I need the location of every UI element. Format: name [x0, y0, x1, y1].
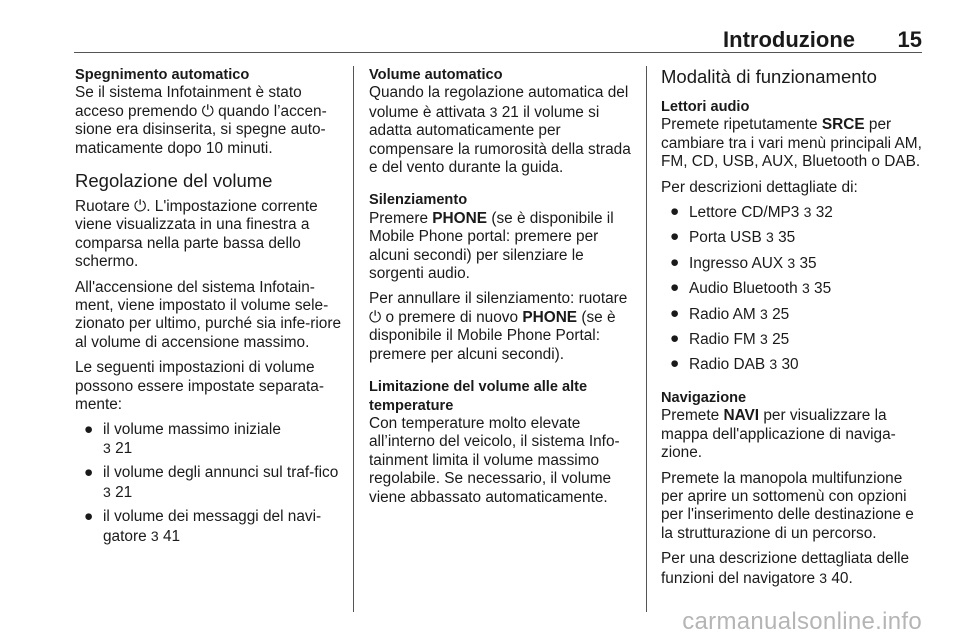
- page-ref-icon: 3: [760, 331, 768, 348]
- paragraph: Se il sistema Infotainment è stato acceso premendo ⏻ quando l’accen-sione era disinserita, si spegne auto-maticamente dopo 10 minuti.: [75, 84, 327, 157]
- text: Quando la regolazione automatica del volume è attivata: [369, 84, 629, 121]
- column-divider-2: [646, 66, 647, 612]
- bullet: ●: [670, 355, 680, 373]
- paragraph: Le seguenti impostazioni di volume possono essere impostate separata-mente:: [75, 359, 324, 414]
- bullet: ●: [670, 330, 680, 348]
- page-ref-number: 21: [501, 103, 519, 121]
- paragraph: [661, 550, 926, 588]
- paragraph: Ruotare ⏻. L'impostazione corrente viene visualizzata in una finestra a comparsa nella parte bassa dello schermo.: [75, 198, 318, 271]
- page-ref-number: 25: [772, 331, 790, 349]
- paragraph: [661, 116, 926, 171]
- heading-spegnimento: Spegnimento automatico: [75, 67, 250, 83]
- heading-regolazione-volume: Regolazione del volume: [75, 170, 273, 192]
- bullet: ●: [670, 279, 680, 297]
- page-ref-icon: 3: [760, 305, 768, 322]
- page-ref-number: 21: [115, 439, 133, 457]
- watermark: carmanualsonline.info: [682, 608, 922, 635]
- bullet: ●: [84, 508, 94, 526]
- header-rule: [74, 52, 922, 53]
- page-ref-icon: 3: [489, 103, 498, 120]
- list-item-text: Lettore CD/MP3: [689, 204, 800, 222]
- page-ref-number: 40.: [831, 569, 853, 587]
- page-ref-icon: 3: [801, 280, 810, 297]
- text: per visualizzare la mappa dell'applicazione di naviga-zione.: [661, 407, 896, 462]
- page-number: 15: [897, 27, 922, 52]
- page-ref-icon: 3: [103, 483, 111, 500]
- list-item-text: il volume dei messaggi del navi-gatore: [103, 508, 322, 545]
- phone-key-label: PHONE: [432, 209, 488, 227]
- navi-key-label: NAVI: [723, 407, 760, 425]
- page-ref-icon: 3: [769, 356, 778, 373]
- page-ref-number: 21: [115, 483, 133, 501]
- paragraph: [369, 84, 637, 177]
- bullet: ●: [670, 228, 680, 246]
- list-item-text: Radio DAB: [689, 356, 766, 374]
- list-item-text: Radio FM: [689, 331, 756, 349]
- list-item-text: il volume degli annunci sul traf-fico: [103, 464, 339, 482]
- list-item: [661, 355, 926, 374]
- page-ref-number: 41: [163, 527, 181, 545]
- heading-silenziamento: Silenziamento: [369, 192, 468, 209]
- column-divider-1: [353, 66, 354, 612]
- list-item: [661, 305, 926, 324]
- list-item: [661, 203, 926, 222]
- bullet: ●: [670, 203, 680, 221]
- text: Per annullare il silenziamento: ruotare ⏻ o premere di nuovo: [369, 290, 628, 326]
- list-item: [661, 228, 926, 247]
- page-ref-icon: 3: [103, 439, 111, 456]
- list-item-text: Porta USB: [689, 229, 762, 247]
- paragraph: All'accensione del sistema Infotain-ment, viene impostato il volume sele-zionato per ultimo, purché sia infe-riore al volume di accensione massimo.: [75, 278, 342, 351]
- page-ref-number: 30: [781, 356, 799, 374]
- text: Premete ripetutamente: [661, 116, 818, 134]
- paragraph: Con temperature molto elevate all’interno del veicolo, il sistema Info-tainment limita il volume massimo regolabile. Se necessario, il volume viene abbassato automaticamente.: [369, 414, 620, 506]
- list-item-text: Audio Bluetooth: [689, 280, 798, 298]
- paragraph: [369, 290, 637, 364]
- text: Premete: [661, 407, 720, 425]
- page-ref-number: 35: [778, 229, 796, 247]
- column-1: [75, 66, 345, 552]
- text: Premere: [369, 209, 429, 227]
- text: (se è disponibile il Mobile Phone portal: premere per alcuni secondi) per silenziare le sorgenti audio.: [369, 209, 614, 283]
- text: il volume si adatta automaticamente per compensare la rumorosità della strada e del vento durante la guida.: [369, 103, 631, 177]
- paragraph: [369, 210, 637, 284]
- page-ref-icon: 3: [150, 527, 159, 544]
- page-title: Introduzione: [723, 27, 855, 52]
- audio-sources-list: [661, 203, 926, 375]
- heading-navigazione: Navigazione: [661, 389, 747, 406]
- page-ref-number: 25: [772, 305, 790, 323]
- list-item-text: Radio AM: [689, 305, 756, 323]
- heading-modalita-funzionamento: Modalità di funzionamento: [661, 66, 877, 87]
- srce-key-label: SRCE: [821, 116, 865, 134]
- heading-volume-automatico: Volume automatico: [369, 67, 503, 83]
- bullet: ●: [84, 464, 94, 482]
- list-item: [661, 330, 926, 349]
- page-ref-icon: 3: [766, 229, 774, 246]
- page-ref-number: 35: [814, 280, 832, 298]
- page-ref-icon: 3: [803, 204, 812, 221]
- list-item: [75, 508, 345, 546]
- list-item-text: il volume massimo iniziale: [103, 420, 281, 438]
- page-ref-number: 35: [799, 254, 817, 272]
- volume-settings-list: [75, 421, 345, 546]
- list-item: [661, 254, 926, 273]
- heading-lettori-audio: Lettori audio: [661, 99, 750, 115]
- text: Per una descrizione dettagliata delle funzioni del navigatore: [661, 550, 910, 587]
- page-ref-icon: 3: [787, 254, 796, 271]
- column-2: [369, 66, 637, 507]
- page-ref-icon: 3: [819, 569, 828, 586]
- list-item: [661, 279, 926, 298]
- list-item-text: Ingresso AUX: [689, 254, 784, 272]
- heading-limitazione-volume: Limitazione del volume alle alte temperature: [369, 379, 588, 414]
- text: per cambiare tra i vari menù principali AM, FM, CD, USB, AUX, Bluetooth o DAB.: [661, 116, 922, 171]
- bullet: ●: [670, 304, 680, 322]
- paragraph: Premete la manopola multifunzione per aprire un sottomenù con opzioni per l'inserimento delle destinazione e la strutturazione di un percorso.: [661, 469, 914, 542]
- paragraph: Per descrizioni dettagliate di:: [661, 178, 858, 196]
- bullet: ●: [670, 253, 680, 271]
- column-3: [661, 66, 926, 588]
- list-item: [75, 421, 345, 459]
- paragraph: [661, 407, 926, 462]
- text: (se è disponibile il Mobile Phone Portal: premere per alcuni secondi).: [369, 308, 616, 363]
- bullet: ●: [84, 420, 94, 438]
- page-header: [0, 0, 960, 52]
- list-item: [75, 464, 345, 502]
- phone-key-label: PHONE: [522, 308, 578, 326]
- page-ref-number: 32: [815, 204, 833, 222]
